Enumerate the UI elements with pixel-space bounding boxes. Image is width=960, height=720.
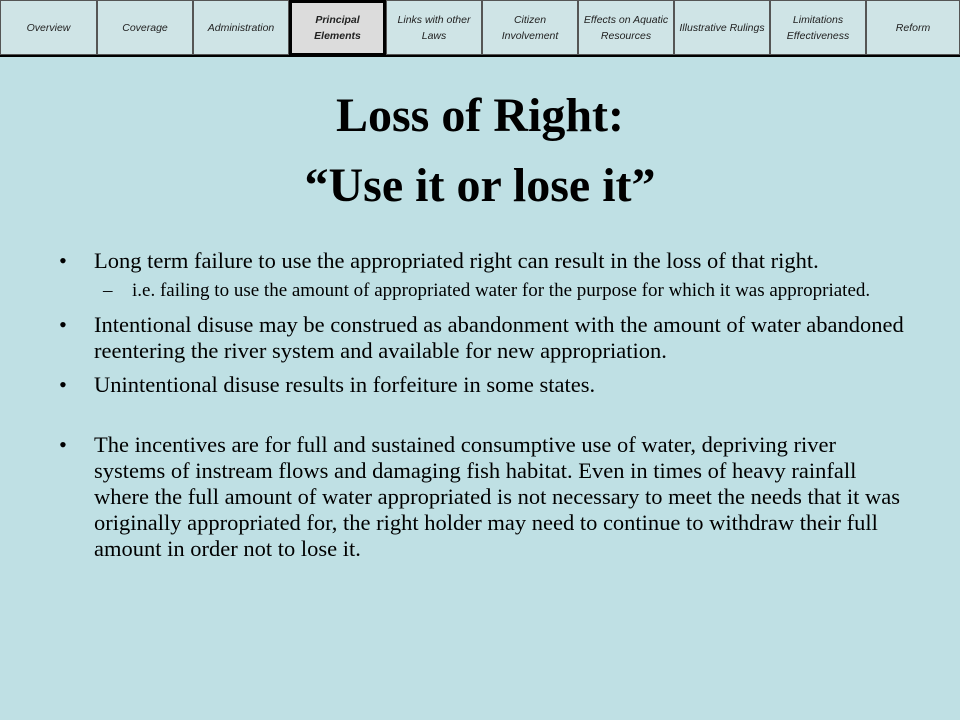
bullet-item: [56, 312, 906, 364]
slide-title-line-1: Loss of Right:: [335, 89, 625, 142]
bullet-text: Long term failure to use the appropriated right can result in the loss of that right.: [94, 248, 819, 273]
slide-title: [0, 84, 960, 218]
tab-illustrative-rulings[interactable]: Illustrative Rulings: [674, 0, 770, 55]
tab-overview[interactable]: Overview: [0, 0, 97, 55]
tab-effects-on-aquatic-resources[interactable]: Effects on Aquatic Resources: [578, 0, 674, 55]
bullet-icon: •: [59, 312, 67, 337]
bullet-icon: •: [59, 372, 67, 397]
bullet-icon: •: [59, 432, 67, 457]
tab-reform[interactable]: Reform: [866, 0, 960, 55]
tab-citizen-involvement[interactable]: Citizen Involvement: [482, 0, 578, 55]
bullet-item: [56, 432, 906, 562]
sub-bullet-item: [56, 280, 906, 302]
slide-body: [56, 248, 906, 562]
tab-coverage[interactable]: Coverage: [97, 0, 193, 55]
dash-icon: –: [103, 280, 113, 301]
bullet-text: Intentional disuse may be construed as abandonment with the amount of water abandoned reentering the river system and available for new appropriation.: [94, 312, 904, 363]
tab-links-with-other-laws[interactable]: Links with other Laws: [386, 0, 482, 55]
bullet-item: [56, 248, 906, 274]
slide-title-line-2: “Use it or lose it”: [304, 159, 656, 212]
sub-bullet-text: i.e. failing to use the amount of appropriated water for the purpose for which it was appropriated.: [132, 280, 871, 301]
bullet-text: Unintentional disuse results in forfeiture in some states.: [94, 372, 596, 397]
bullet-icon: •: [59, 248, 67, 273]
tab-principal-elements[interactable]: Principal Elements: [289, 0, 386, 57]
tab-limitations-effectiveness[interactable]: Limitations Effectiveness: [770, 0, 866, 55]
section-nav: [0, 0, 960, 57]
bullet-text: The incentives are for full and sustained consumptive use of water, depriving river systems of instream flows and damaging fish habitat. Even in times of heavy rainfall where the full amount of water appropriated is not necessary to meet the needs that it was originally appropriated for, the right holder may need to continue to withdraw their full amount in order not to lose it.: [94, 432, 900, 561]
tab-administration[interactable]: Administration: [193, 0, 289, 55]
bullet-item: [56, 372, 906, 398]
